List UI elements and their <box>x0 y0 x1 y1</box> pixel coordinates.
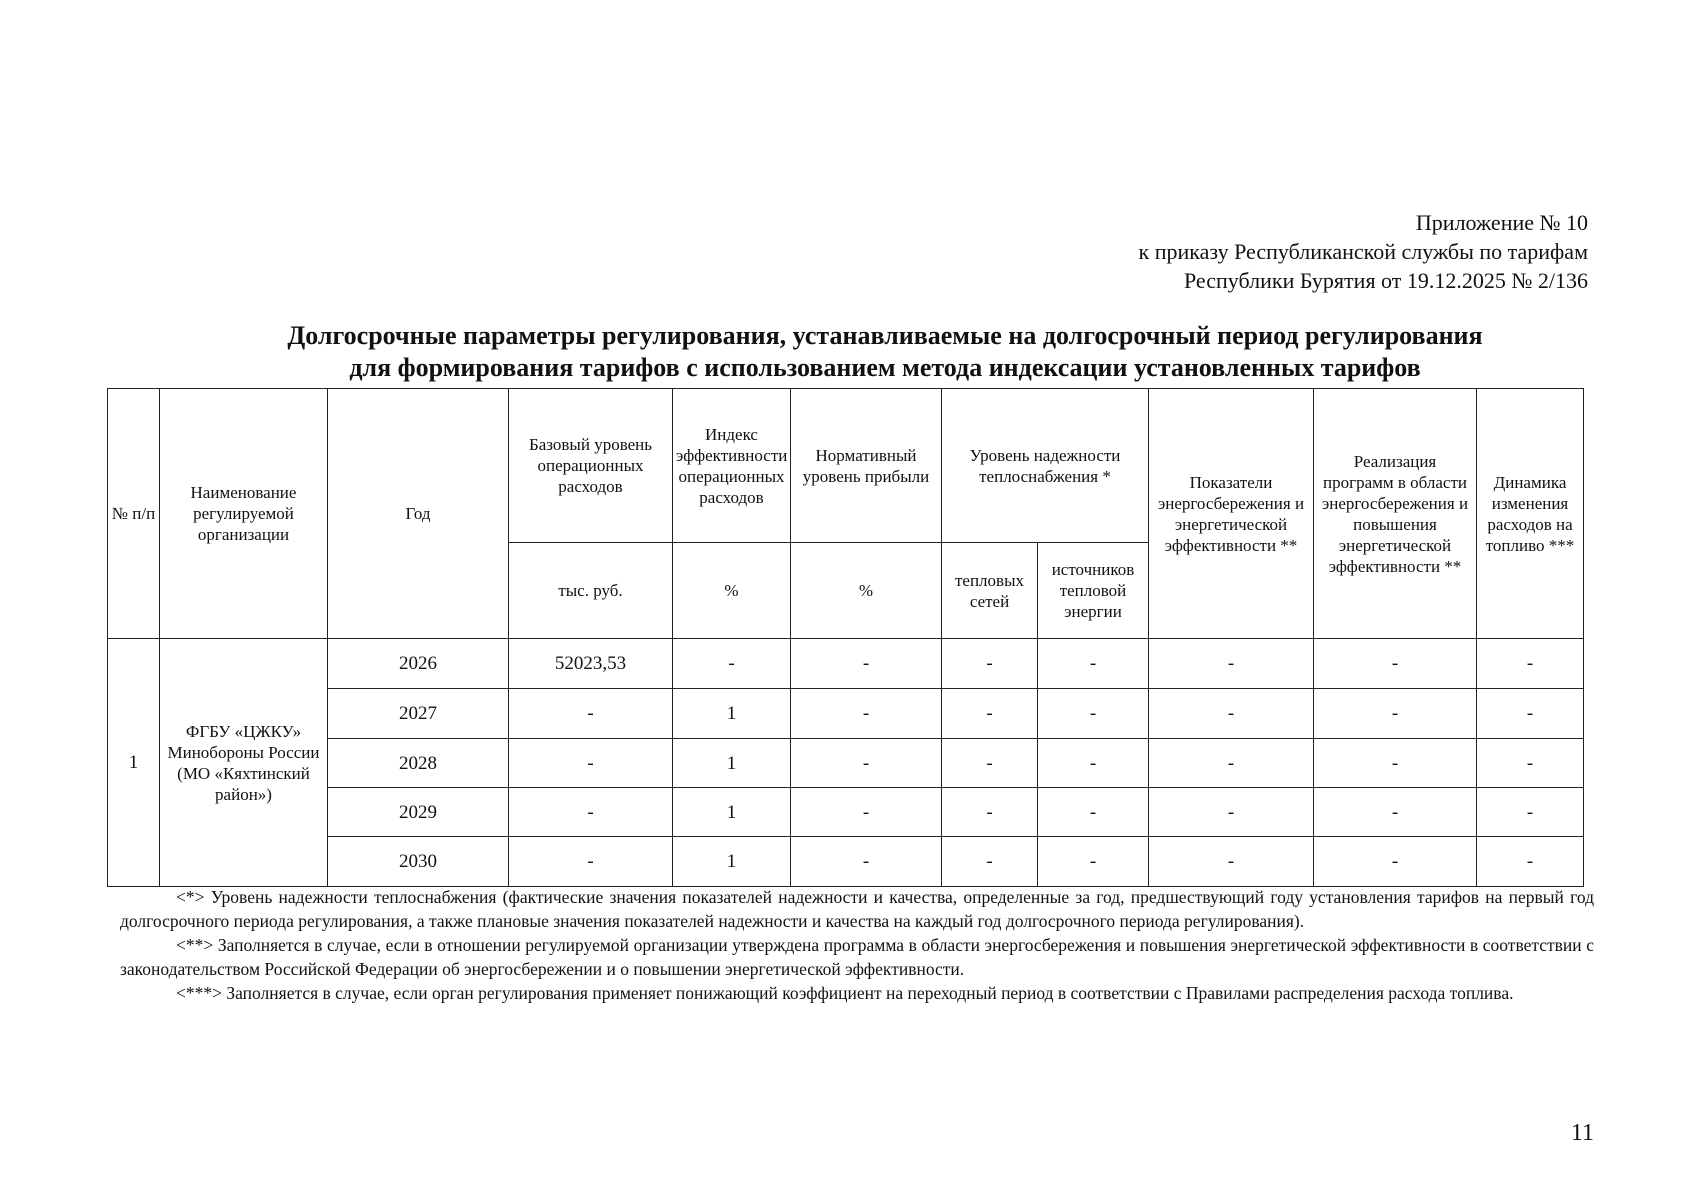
row-number: 1 <box>108 639 160 887</box>
unit-efficiency-index: % <box>673 543 791 639</box>
profit-level-cell: - <box>791 689 942 739</box>
profit-level-cell: - <box>791 739 942 788</box>
heat-networks-cell: - <box>942 837 1038 887</box>
header-reliability: Уровень надежности теплоснабжения * <box>942 389 1149 543</box>
fuel-dynamics-cell: - <box>1477 837 1584 887</box>
programs-cell: - <box>1314 639 1477 689</box>
heat-sources-cell: - <box>1038 837 1149 887</box>
footnotes <box>120 885 1594 1005</box>
efficiency-index-cell: 1 <box>673 689 791 739</box>
header-energy-saving: Показатели энергосбережения и энергетической эффективности ** <box>1149 389 1314 639</box>
header-programs: Реализация программ в области энергосбережения и повышения энергетической эффективности ** <box>1314 389 1477 639</box>
heat-networks-cell: - <box>942 739 1038 788</box>
heat-sources-cell: - <box>1038 689 1149 739</box>
appendix-block <box>1139 208 1588 295</box>
efficiency-index-cell: 1 <box>673 788 791 837</box>
page-number: 11 <box>1570 1120 1594 1146</box>
energy-saving-cell: - <box>1149 739 1314 788</box>
base-costs-cell: - <box>509 689 673 739</box>
organization-name: ФГБУ «ЦЖКУ» Минобороны России (МО «Кяхтинский район») <box>160 639 328 887</box>
profit-level-cell: - <box>791 788 942 837</box>
profit-level-cell: - <box>791 837 942 887</box>
header-num: № п/п <box>108 389 160 639</box>
fuel-dynamics-cell: - <box>1477 739 1584 788</box>
heat-sources-cell: - <box>1038 739 1149 788</box>
document-title <box>220 320 1550 384</box>
heat-sources-cell: - <box>1038 639 1149 689</box>
appendix-line-2: к приказу Республиканской службы по тарифам <box>1138 239 1588 264</box>
fuel-dynamics-cell: - <box>1477 689 1584 739</box>
heat-networks-cell: - <box>942 639 1038 689</box>
heat-networks-cell: - <box>942 788 1038 837</box>
efficiency-index-cell: 1 <box>673 739 791 788</box>
year-cell: 2027 <box>328 689 509 739</box>
base-costs-cell: 52023,53 <box>509 639 673 689</box>
programs-cell: - <box>1314 837 1477 887</box>
year-cell: 2028 <box>328 739 509 788</box>
header-org: Наименование регулируемой организации <box>160 389 328 639</box>
fuel-dynamics-cell: - <box>1477 788 1584 837</box>
appendix-line-1: Приложение № 10 <box>1415 210 1588 235</box>
profit-level-cell: - <box>791 639 942 689</box>
title-line-1: Долгосрочные параметры регулирования, устанавливаемые на долгосрочный период регулирования <box>287 321 1483 350</box>
year-cell: 2029 <box>328 788 509 837</box>
header-year: Год <box>328 389 509 639</box>
energy-saving-cell: - <box>1149 837 1314 887</box>
fuel-dynamics-cell: - <box>1477 639 1584 689</box>
energy-saving-cell: - <box>1149 639 1314 689</box>
base-costs-cell: - <box>509 788 673 837</box>
heat-networks-cell: - <box>942 689 1038 739</box>
subheader-heat-sources: источников тепловой энергии <box>1038 543 1149 639</box>
unit-profit-level: % <box>791 543 942 639</box>
programs-cell: - <box>1314 689 1477 739</box>
header-base-costs: Базовый уровень операционных расходов <box>509 389 673 543</box>
efficiency-index-cell: - <box>673 639 791 689</box>
parameters-table <box>107 388 1584 887</box>
year-cell: 2026 <box>328 639 509 689</box>
appendix-line-3: Республики Бурятия от 19.12.2025 № 2/136 <box>1183 268 1588 293</box>
header-fuel-dynamics: Динамика изменения расходов на топливо *** <box>1477 389 1584 639</box>
title-line-2: для формирования тарифов с использованием метода индексации установленных тарифов <box>349 353 1421 382</box>
energy-saving-cell: - <box>1149 689 1314 739</box>
efficiency-index-cell: 1 <box>673 837 791 887</box>
header-efficiency-index: Индекс эффективности операционных расходов <box>673 389 791 543</box>
subheader-heat-networks: тепловых сетей <box>942 543 1038 639</box>
header-profit-level: Нормативный уровень прибыли <box>791 389 942 543</box>
footnote-3: <***> Заполняется в случае, если орган регулирования применяет понижающий коэффициент на переходный период в соответствии с Правилами распределения расхода топлива. <box>176 983 1514 1003</box>
unit-base-costs: тыс. руб. <box>509 543 673 639</box>
energy-saving-cell: - <box>1149 788 1314 837</box>
programs-cell: - <box>1314 788 1477 837</box>
base-costs-cell: - <box>509 837 673 887</box>
programs-cell: - <box>1314 739 1477 788</box>
year-cell: 2030 <box>328 837 509 887</box>
footnote-1: <*> Уровень надежности теплоснабжения (фактические значения показателей надежности и качества, определенные за год, предшествующий году установления тарифов на первый год долгосрочного периода регулирования, а также плановые значения показателей надежности и качества на каждый год долгосрочного периода регулирования). <box>120 887 1594 931</box>
footnote-2: <**> Заполняется в случае, если в отношении регулируемой организации утверждена программа в области энергосбережения и повышения энергетической эффективности в соответствии с законодательством Российской Федерации об энергосбережении и о повышении энергетической эффективности. <box>120 935 1594 979</box>
base-costs-cell: - <box>509 739 673 788</box>
heat-sources-cell: - <box>1038 788 1149 837</box>
